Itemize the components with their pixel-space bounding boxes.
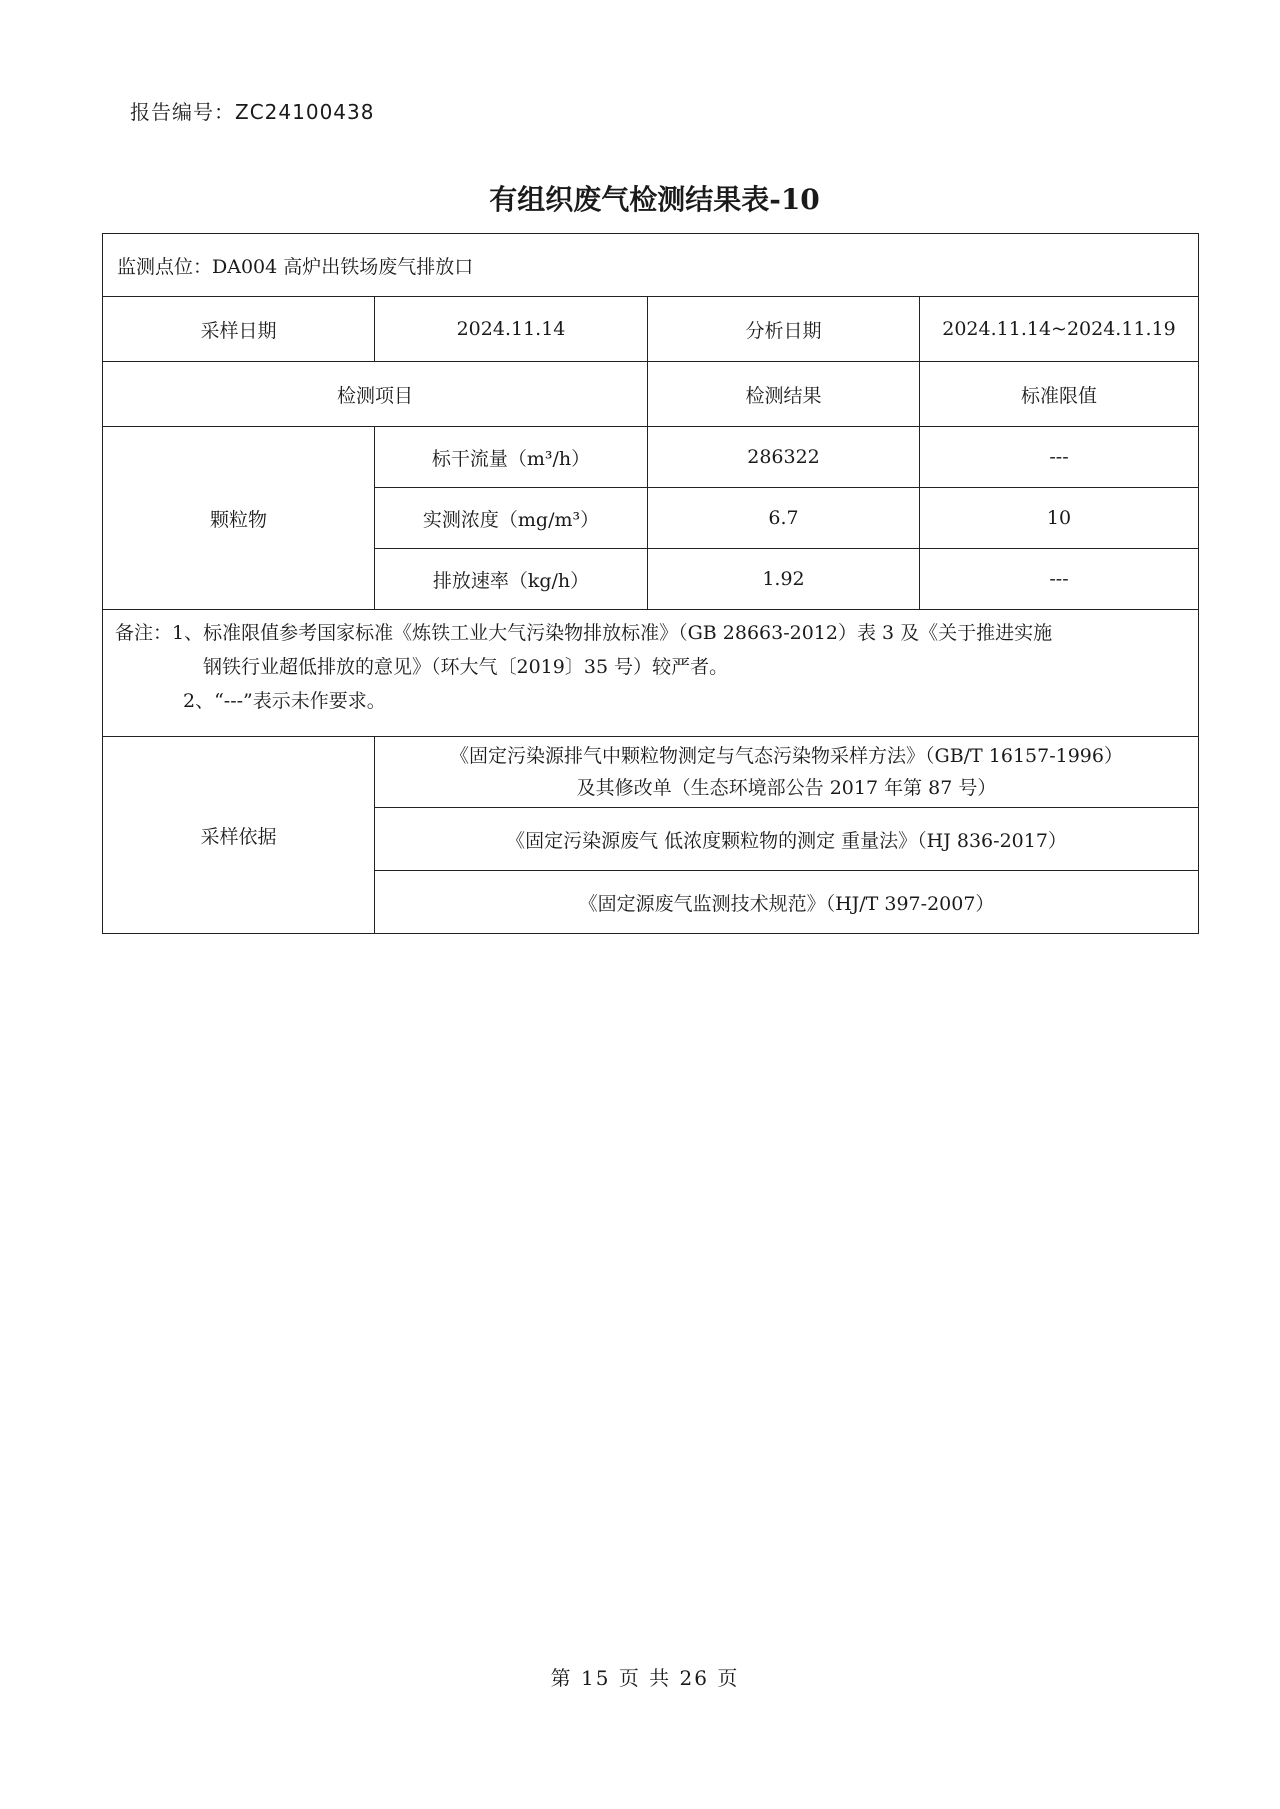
remark-line-2: 钢铁行业超低排放的意见》（环大气〔2019〕35 号）较严者。 [203, 656, 729, 678]
limit-flow: --- [920, 427, 1199, 488]
sampling-basis-2: 《固定污染源废气 低浓度颗粒物的测定 重量法》（HJ 836-2017） [375, 808, 1199, 871]
page-number: 第 15 页 共 26 页 [550, 1666, 740, 1690]
remarks [103, 610, 1199, 737]
column-header-limit: 标准限值 [920, 362, 1199, 427]
param-concentration: 实测浓度（mg/m³） [375, 488, 648, 549]
report-number: 报告编号：ZC24100438 [130, 100, 375, 124]
limit-emission-rate: --- [920, 549, 1199, 610]
page-title: 有组织废气检测结果表-10 [489, 183, 820, 216]
sampling-date-label: 采样日期 [103, 297, 375, 362]
remark-line-1: 备注：1、标准限值参考国家标准《炼铁工业大气污染物排放标准》（GB 28663-2012）表 3 及《关于推进实施 [115, 622, 1053, 644]
column-header-item: 检测项目 [103, 362, 648, 427]
analysis-date-label: 分析日期 [648, 297, 920, 362]
pollutant-name: 颗粒物 [103, 427, 375, 610]
basis-1-line-1: 《固定污染源排气中颗粒物测定与气态污染物采样方法》（GB/T 16157-1996） [450, 745, 1123, 767]
column-header-result: 检测结果 [648, 362, 920, 427]
analysis-date: 2024.11.14~2024.11.19 [920, 297, 1199, 362]
result-table [102, 233, 1199, 934]
param-emission-rate: 排放速率（kg/h） [375, 549, 648, 610]
param-flow: 标干流量（m³/h） [375, 427, 648, 488]
result-flow: 286322 [648, 427, 920, 488]
basis-1-line-2: 及其修改单（生态环境部公告 2017 年第 87 号） [576, 777, 997, 799]
sampling-basis-1 [375, 737, 1199, 808]
remark-line-3: 2、“---”表示未作要求。 [183, 690, 386, 712]
result-emission-rate: 1.92 [648, 549, 920, 610]
limit-concentration: 10 [920, 488, 1199, 549]
sampling-basis-label: 采样依据 [103, 737, 375, 934]
result-concentration: 6.7 [648, 488, 920, 549]
sampling-date: 2024.11.14 [375, 297, 648, 362]
sampling-basis-3: 《固定源废气监测技术规范》（HJ/T 397-2007） [375, 871, 1199, 934]
monitoring-point: 监测点位：DA004 高炉出铁场废气排放口 [103, 234, 1199, 297]
